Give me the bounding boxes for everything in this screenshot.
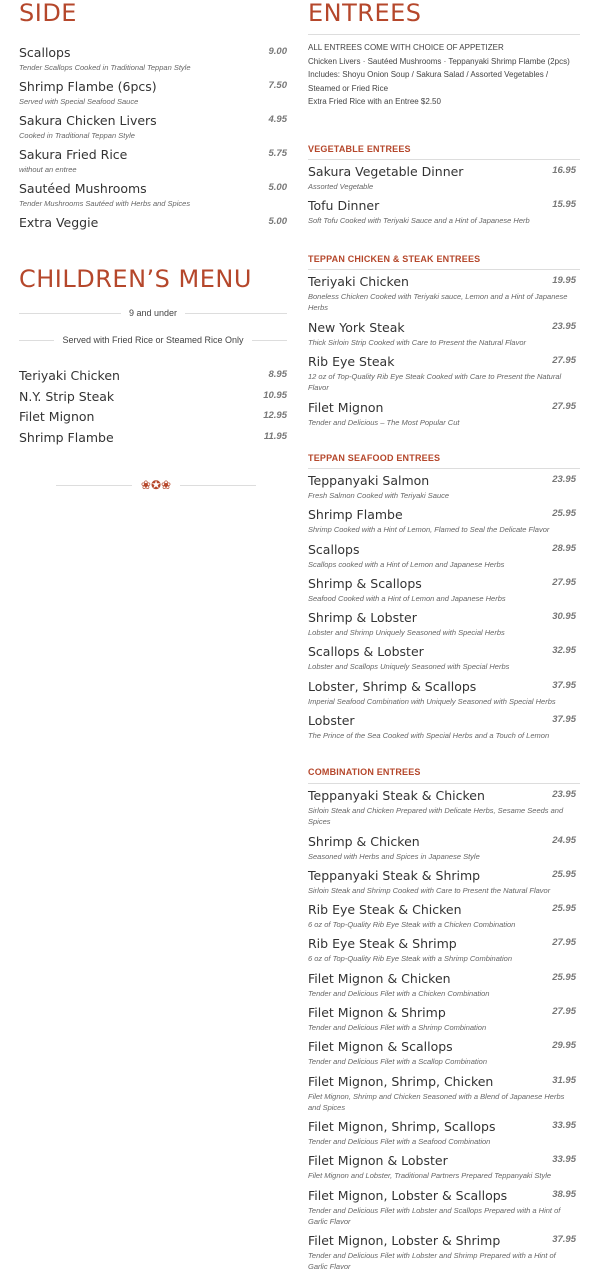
- item-price: 38.95: [552, 1188, 576, 1200]
- entrees-intro: [308, 41, 576, 109]
- item-name: Filet Mignon & Scallops: [308, 1039, 453, 1055]
- item-name: Filet Mignon, Shrimp, Chicken: [308, 1073, 494, 1089]
- item-desc: Cooked in Traditional Teppan Style: [19, 131, 135, 140]
- item-name: Teriyaki Chicken: [308, 274, 409, 289]
- list-item: [308, 902, 576, 936]
- list-item: [308, 198, 576, 232]
- list-item: [308, 644, 576, 678]
- list-item: [308, 1233, 576, 1279]
- item-price: 12.95: [263, 410, 287, 421]
- item-price: 25.95: [552, 868, 576, 880]
- list-item: [308, 274, 576, 320]
- side-title: SIDE: [19, 0, 77, 27]
- combination-entrees-heading: COMBINATION ENTREES: [308, 767, 421, 777]
- item-price: 10.95: [263, 389, 287, 401]
- list-item: [308, 1119, 576, 1153]
- item-price: 5.00: [268, 216, 287, 227]
- divider-ornament: [56, 478, 256, 492]
- item-name: Scallops & Lobster: [308, 644, 424, 660]
- list-item: [308, 354, 576, 400]
- item-desc: Tender and Delicious – The Most Popular Cut: [308, 418, 460, 427]
- item-name: N.Y. Strip Steak: [19, 388, 115, 404]
- item-desc: Tender and Delicious Filet with Lobster and Scallops Prepared with a Hint of Garlic Flavor: [308, 1205, 561, 1226]
- item-desc: 6 oz of Top-Quality Rib Eye Steak with a Shrimp Combination: [308, 954, 512, 964]
- item-name: Teppanyaki Salmon: [308, 473, 430, 488]
- list-item: [308, 473, 576, 507]
- item-name: Shrimp & Lobster: [308, 610, 417, 626]
- item-price: 27.95: [552, 937, 576, 949]
- item-price: 37.95: [552, 714, 576, 726]
- item-desc: The Prince of the Sea Cooked with Special Herbs and a Touch of Lemon: [308, 731, 550, 741]
- item-price: 27.95: [552, 576, 576, 588]
- intro-line: ALL ENTREES COME WITH CHOICE OF APPETIZER: [308, 43, 504, 52]
- intro-line: Chicken Livers · Sautéed Mushrooms · Teppanyaki Shrimp Flambe (2pcs): [308, 56, 570, 66]
- item-price: 5.00: [268, 182, 287, 193]
- intro-line: Extra Fried Rice with an Entree $2.50: [308, 97, 441, 106]
- divider: [308, 34, 580, 35]
- item-name: Shrimp Flambe: [308, 507, 403, 523]
- list-item: [19, 389, 287, 410]
- list-item: [308, 936, 576, 970]
- item-name: Extra Veggie: [19, 215, 99, 230]
- list-item: [308, 576, 576, 610]
- item-desc: 6 oz of Top-Quality Rib Eye Steak with a Chicken Combination: [308, 920, 516, 930]
- item-price: 28.95: [552, 542, 576, 554]
- item-desc: Seasoned with Herbs and Spices in Japanese Style: [308, 851, 480, 861]
- item-desc: Tender and Delicious Filet with Lobster and Shrimp Prepared with a Hint of Garlic Flavor: [308, 1251, 556, 1272]
- item-price: 25.95: [552, 971, 576, 983]
- item-name: Filet Mignon: [308, 400, 384, 415]
- divider: [308, 783, 580, 784]
- item-desc: without an entree: [19, 165, 77, 174]
- list-item: [308, 1074, 576, 1120]
- intro-line: Includes: Shoyu Onion Soup / Sakura Salad / Assorted Vegetables / Steamed or Fried Rice: [308, 70, 549, 93]
- item-name: Filet Mignon, Lobster & Shrimp: [308, 1233, 501, 1249]
- item-desc: Tender and Delicious Filet with a Shrimp Combination: [308, 1022, 487, 1032]
- item-name: Scallops: [19, 45, 71, 60]
- list-item: [308, 788, 576, 834]
- item-desc: Fresh Salmon Cooked with Teriyaki Sauce: [308, 491, 450, 500]
- item-price: 32.95: [552, 645, 576, 657]
- divider-line: [180, 485, 256, 486]
- item-price: 29.95: [552, 1040, 576, 1052]
- item-desc: Assorted Vegetable: [308, 182, 374, 191]
- list-item: [308, 834, 576, 868]
- item-name: Teppanyaki Steak & Chicken: [308, 788, 485, 803]
- list-item: [19, 113, 287, 147]
- item-name: Filet Mignon, Shrimp, Scallops: [308, 1119, 496, 1135]
- list-item: [308, 1188, 576, 1234]
- item-price: 27.95: [552, 355, 576, 366]
- list-item: [308, 868, 576, 902]
- item-name: Filet Mignon & Chicken: [308, 970, 451, 986]
- item-desc: Tender and Delicious Filet with a Scallop Combination: [308, 1057, 487, 1067]
- item-desc: Tender and Delicious Filet with a Chicken Combination: [308, 988, 490, 998]
- vegetable-list: [308, 164, 576, 232]
- item-desc: Served with Special Seafood Sauce: [19, 97, 139, 106]
- item-price: 5.75: [268, 148, 287, 159]
- list-item: [308, 971, 576, 1005]
- item-name: Filet Mignon & Shrimp: [308, 1004, 446, 1020]
- item-price: 24.95: [552, 834, 576, 846]
- seafood-list: [308, 473, 576, 747]
- list-item: [308, 400, 576, 434]
- divider-line: [56, 485, 132, 486]
- item-name: Shrimp & Scallops: [308, 575, 422, 591]
- item-price: 4.95: [268, 114, 287, 125]
- list-item: [19, 45, 287, 79]
- combination-list: [308, 788, 576, 1279]
- children-note-rice: [19, 335, 287, 345]
- item-desc: Soft Tofu Cooked with Teriyaki Sauce and a Hint of Japanese Herb: [308, 216, 530, 225]
- list-item: [308, 713, 576, 747]
- item-desc: Sirloin Steak and Shrimp Cooked with Care to Present the Natural Flavor: [308, 885, 551, 895]
- item-desc: Lobster and Scallops Uniquely Seasoned with Special Herbs: [308, 662, 510, 672]
- list-item: [19, 430, 287, 451]
- item-desc: Seafood Cooked with a Hint of Lemon and Japanese Herbs: [308, 593, 506, 603]
- note-text: 9 and under: [121, 308, 185, 318]
- list-item: [19, 181, 287, 215]
- item-name: Rib Eye Steak & Chicken: [308, 902, 462, 918]
- item-price: 30.95: [552, 611, 576, 623]
- item-price: 8.95: [268, 369, 287, 380]
- list-item: [19, 147, 287, 181]
- item-price: 7.50: [268, 80, 287, 91]
- item-desc: Filet Mignon and Lobster, Traditional Partners Prepared Teppanyaki Style: [308, 1171, 552, 1181]
- item-price: 27.95: [552, 1005, 576, 1017]
- divider: [308, 269, 580, 270]
- flower-ornament-icon: ❀✪❀: [140, 478, 172, 492]
- list-item: [308, 610, 576, 644]
- item-desc: Tender Scallops Cooked in Traditional Teppan Style: [19, 63, 191, 72]
- item-desc: Thick Sirloin Strip Cooked with Care to Present the Natural Flavor: [308, 338, 527, 347]
- divider: [308, 159, 580, 160]
- item-name: Filet Mignon, Lobster & Scallops: [308, 1187, 508, 1203]
- item-name: Lobster: [308, 713, 355, 729]
- list-item: [19, 79, 287, 113]
- item-price: 37.95: [552, 1234, 576, 1246]
- item-name: Rib Eye Steak: [308, 354, 395, 369]
- item-name: Sakura Chicken Livers: [19, 113, 157, 128]
- item-name: Shrimp & Chicken: [308, 833, 420, 849]
- children-list: [19, 368, 287, 450]
- item-price: 23.95: [552, 321, 576, 332]
- item-price: 31.95: [552, 1074, 576, 1086]
- item-name: Lobster, Shrimp & Scallops: [308, 678, 477, 694]
- list-item: [19, 368, 287, 389]
- vegetable-entrees-heading: VEGETABLE ENTREES: [308, 144, 411, 154]
- chicken-steak-list: [308, 274, 576, 434]
- item-name: Teppanyaki Steak & Shrimp: [308, 867, 481, 883]
- seafood-entrees-heading: TEPPAN SEAFOOD ENTREES: [308, 453, 441, 463]
- list-item: [308, 164, 576, 198]
- list-item: [308, 1039, 576, 1073]
- item-price: 33.95: [552, 1154, 576, 1166]
- list-item: [19, 409, 287, 430]
- item-name: Teriyaki Chicken: [19, 368, 120, 383]
- item-name: Filet Mignon: [19, 409, 95, 424]
- list-item: [308, 542, 576, 576]
- list-item: [308, 320, 576, 354]
- item-desc: Lobster and Shrimp Uniquely Seasoned with Special Herbs: [308, 628, 505, 638]
- item-name: New York Steak: [308, 320, 405, 335]
- item-price: 9.00: [268, 46, 287, 57]
- item-price: 23.95: [552, 474, 576, 485]
- list-item: [308, 507, 576, 541]
- item-price: 33.95: [552, 1120, 576, 1132]
- item-desc: Shrimp Cooked with a Hint of Lemon, Flamed to Seal the Delicate Flavor: [308, 525, 550, 535]
- divider: [308, 468, 580, 469]
- item-name: Filet Mignon & Lobster: [308, 1153, 448, 1169]
- item-price: 25.95: [552, 508, 576, 520]
- note-text: Served with Fried Rice or Steamed Rice Only: [54, 335, 251, 345]
- item-desc: 12 oz of Top-Quality Rib Eye Steak Cooked with Care to Present the Natural Flavor: [308, 372, 562, 392]
- item-price: 15.95: [552, 199, 576, 210]
- list-item: [308, 1005, 576, 1039]
- item-name: Tofu Dinner: [308, 198, 380, 213]
- item-desc: Tender Mushrooms Sautéed with Herbs and Spices: [19, 199, 191, 208]
- item-name: Scallops: [308, 541, 360, 557]
- item-desc: Boneless Chicken Cooked with Teriyaki sauce, Lemon and a Hint of Japanese Herbs: [308, 292, 568, 312]
- item-desc: Tender and Delicious Filet with a Seafood Combination: [308, 1137, 491, 1147]
- item-price: 27.95: [552, 401, 576, 412]
- item-desc: Sirloin Steak and Chicken Prepared with Delicate Herbs, Sesame Seeds and Spices: [308, 806, 564, 826]
- item-price: 25.95: [552, 903, 576, 915]
- item-name: Shrimp Flambe: [19, 429, 114, 445]
- item-name: Sakura Vegetable Dinner: [308, 164, 464, 179]
- item-desc: Filet Mignon, Shrimp and Chicken Seasoned with a Blend of Japanese Herbs and Spices: [308, 1091, 565, 1112]
- item-price: 37.95: [552, 679, 576, 691]
- list-item: [308, 679, 576, 713]
- item-name: Rib Eye Steak & Shrimp: [308, 936, 457, 952]
- list-item: [308, 1153, 576, 1187]
- item-price: 23.95: [552, 789, 576, 800]
- list-item: [19, 215, 287, 235]
- item-name: Shrimp Flambe (6pcs): [19, 79, 157, 94]
- item-name: Sautéed Mushrooms: [19, 181, 147, 196]
- item-name: Sakura Fried Rice: [19, 147, 128, 162]
- item-price: 11.95: [263, 430, 287, 442]
- entrees-title: ENTREES: [308, 0, 422, 27]
- item-desc: Imperial Seafood Combination with Uniquely Seasoned with Special Herbs: [308, 696, 556, 706]
- item-desc: Scallops cooked with a Hint of Lemon and Japanese Herbs: [308, 559, 505, 569]
- chicken-steak-entrees-heading: TEPPAN CHICKEN & STEAK ENTREES: [308, 254, 481, 264]
- children-note-age: [19, 308, 287, 318]
- item-price: 19.95: [552, 275, 576, 286]
- childrens-menu-title: CHILDREN’S MENU: [19, 265, 252, 293]
- side-list: [19, 45, 287, 235]
- item-price: 16.95: [552, 165, 576, 176]
